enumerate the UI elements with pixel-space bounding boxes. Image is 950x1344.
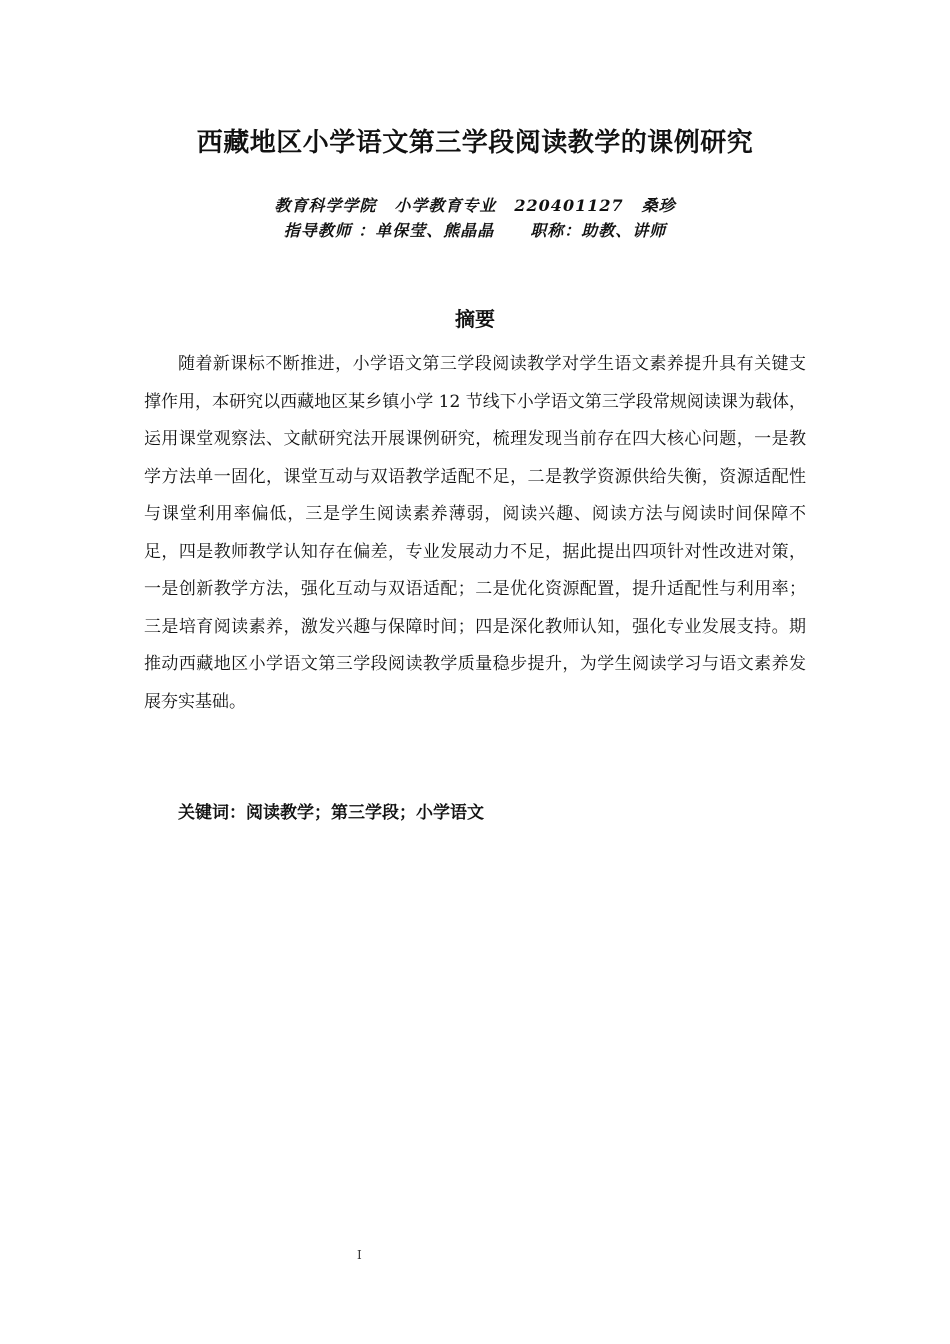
advisor-titles: 助教、讲师 <box>581 221 667 240</box>
advisor-line <box>0 218 950 241</box>
advisor-title-label: 职称： <box>530 221 582 240</box>
advisor-label: 指导教师 ： <box>283 221 376 240</box>
page-number: I <box>357 1248 362 1262</box>
keywords: 关键词：阅读教学；第三学段；小学语文 <box>178 803 484 823</box>
author-major: 小学教育专业 <box>394 196 497 215</box>
author-college: 教育科学学院 <box>274 196 377 215</box>
abstract-heading: 摘要 <box>455 307 495 331</box>
abstract-body: 随着新课标不断推进，小学语文第三学段阅读教学对学生语文素养提升具有关键支撑作用，本研究以西藏地区某乡镇小学 12 节线下小学语文第三学段常规阅读课为载体，运用课堂观察法、文献研究法开展课例研究，梳理发现当前存在四大核心问题，一是教学方法单一固化，课堂互动与双语教学适配不足，二是教学资源供给失衡，资源适配性与课堂利用率偏低，三是学生阅读素养薄弱，阅读兴趣、阅读方法与阅读时间保障不足，四是教师教学认知存在偏差，专业发展动力不足，据此提出四项针对性改进对策，一是创新教学方法，强化互动与双语适配；二是优化资源配置，提升适配性与利用率；三是培育阅读素养，激发兴趣与保障时间；四是深化教师认知，强化专业发展支持。期推动西藏地区小学语文第三学段阅读教学质量稳步提升，为学生阅读学习与语文素养发展夯实基础。 <box>144 354 806 712</box>
author-name: 桑珍 <box>641 196 676 215</box>
advisor-names: 单保莹、熊晶晶 <box>375 221 495 240</box>
author-student-id: 220401127 <box>514 196 624 215</box>
author-line <box>0 193 950 216</box>
paper-title: 西藏地区小学语文第三学段阅读教学的课例研究 <box>196 128 754 158</box>
